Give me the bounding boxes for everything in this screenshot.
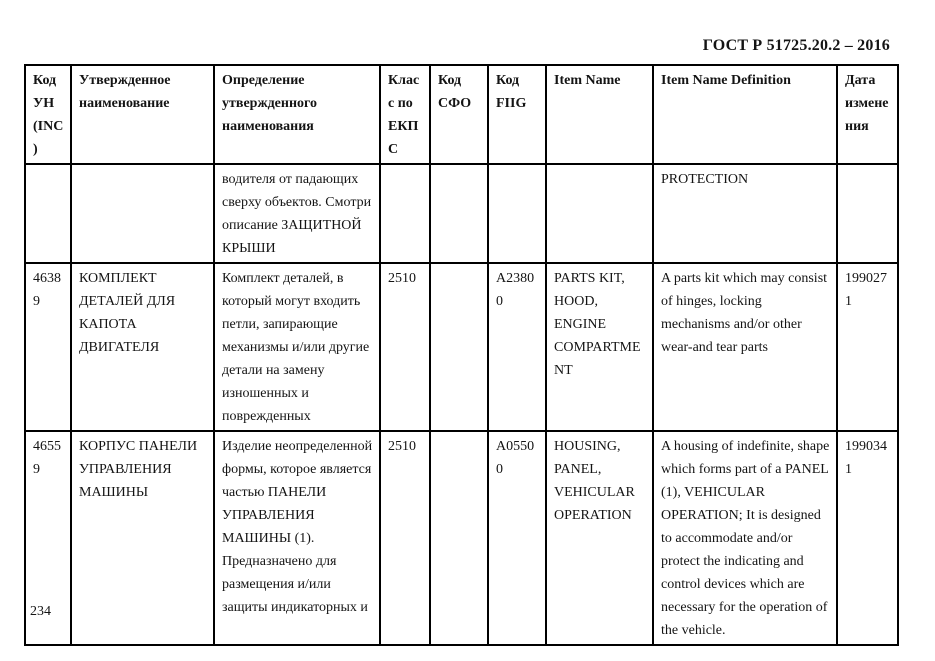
- cell-ekps-class: [380, 164, 430, 263]
- cell-approved-name-definition: Комплект деталей, в который могут входить петли, запирающие механизмы и/или другие детали на замену изношенных и поврежденных: [214, 263, 380, 431]
- cell-change-date: 1990271: [837, 263, 898, 431]
- cell-ekps-class: 2510: [380, 431, 430, 645]
- cell-item-name-definition: A parts kit which may consist of hinges, locking mechanisms and/or other wear-and tear parts: [653, 263, 837, 431]
- cell-approved-name: КОМПЛЕКТ ДЕТАЛЕЙ ДЛЯ КАПОТА ДВИГАТЕЛЯ: [71, 263, 214, 431]
- cell-approved-name-definition: водителя от падающих сверху объектов. Смотри описание ЗАЩИТНОЙ КРЫШИ: [214, 164, 380, 263]
- cell-item-name-definition: PROTECTION: [653, 164, 837, 263]
- cell-fiig-code: A23800: [488, 263, 546, 431]
- col-header-ekps-class: Класс по ЕКПС: [380, 65, 430, 164]
- col-header-fiig-code: Код FIIG: [488, 65, 546, 164]
- col-header-item-name-definition: Item Name Definition: [653, 65, 837, 164]
- cell-sfo-code: [430, 263, 488, 431]
- document-header-title: ГОСТ Р 51725.20.2 – 2016: [702, 37, 890, 54]
- page-number: 234: [30, 604, 51, 619]
- table-row: [25, 164, 898, 263]
- cell-change-date: 1990341: [837, 431, 898, 645]
- cell-approved-name: [71, 164, 214, 263]
- cell-ekps-class: 2510: [380, 263, 430, 431]
- item-names-table: [24, 64, 899, 646]
- table-header-row: [25, 65, 898, 164]
- col-header-item-name: Item Name: [546, 65, 653, 164]
- table-row: [25, 431, 898, 645]
- col-header-change-date: Дата изменения: [837, 65, 898, 164]
- cell-sfo-code: [430, 164, 488, 263]
- cell-fiig-code: A05500: [488, 431, 546, 645]
- cell-item-name: [546, 164, 653, 263]
- col-header-sfo-code: Код СФО: [430, 65, 488, 164]
- cell-approved-name-definition: Изделие неопределенной формы, которое является частью ПАНЕЛИ УПРАВЛЕНИЯ МАШИНЫ (1). Предназначено для размещения и/или защиты индикаторных и: [214, 431, 380, 645]
- cell-inc-code: [25, 164, 71, 263]
- cell-inc-code: 46389: [25, 263, 71, 431]
- cell-fiig-code: [488, 164, 546, 263]
- col-header-approved-name-definition: Определение утвержденного наименования: [214, 65, 380, 164]
- cell-approved-name: КОРПУС ПАНЕЛИ УПРАВЛЕНИЯ МАШИНЫ: [71, 431, 214, 645]
- col-header-approved-name: Утвержденное наименование: [71, 65, 214, 164]
- col-header-inc-code: Код УН (INC): [25, 65, 71, 164]
- cell-item-name-definition: A housing of indefinite, shape which forms part of a PANEL (1), VEHICULAR OPERATION; It is designed to accommodate and/or protect the indicating and control devices which are necessary for the operation of the vehicle.: [653, 431, 837, 645]
- cell-change-date: [837, 164, 898, 263]
- cell-item-name: PARTS KIT, HOOD, ENGINE COMPARTMENT: [546, 263, 653, 431]
- cell-item-name: HOUSING, PANEL, VEHICULAR OPERATION: [546, 431, 653, 645]
- cell-inc-code: 46559: [25, 431, 71, 645]
- cell-sfo-code: [430, 431, 488, 645]
- table-row: [25, 263, 898, 431]
